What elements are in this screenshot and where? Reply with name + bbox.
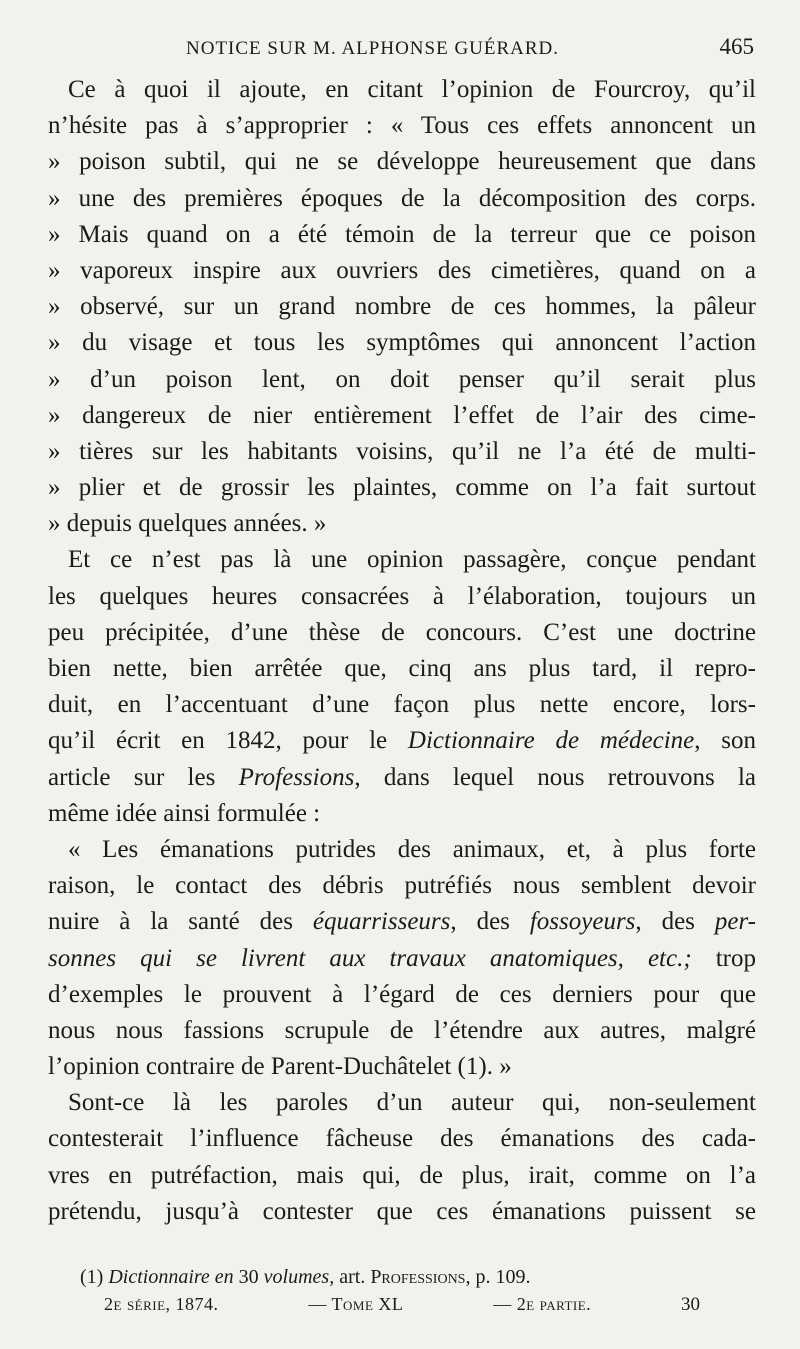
footnote-page: , p. 109.: [465, 1266, 531, 1288]
italic-text: sonnes qui se livrent aux travaux anatomiques, etc.;: [48, 944, 692, 972]
line-text: » une des premières époques de la décomposition des corps.: [48, 184, 756, 212]
running-title: NOTICE SUR M. ALPHONSE GUÉRARD.: [186, 38, 560, 59]
line-text: » vaporeux inspire aux ouvriers des cimetières, quand on a: [48, 256, 756, 284]
footnote-article: Professions: [370, 1266, 466, 1288]
line-text: « Les émanations putrides des animaux, et, à plus forte: [68, 835, 756, 863]
text-line: [48, 506, 756, 542]
footnote-volumes: volumes,: [263, 1266, 335, 1288]
line-text: qu’il écrit en 1842, pour le: [48, 727, 408, 755]
line-text: , des: [635, 908, 715, 936]
text-line: [48, 977, 756, 1013]
text-line: [48, 108, 756, 144]
text-line: [48, 687, 756, 723]
line-text: » du visage et tous les symptômes qui annoncent l’action: [48, 329, 756, 357]
line-text: » Mais quand on a été témoin de la terreur que ce poison: [48, 220, 756, 248]
line-text: , dans lequel nous retrouvons la: [354, 763, 756, 791]
line-text: » dangereux de nier entièrement l’effet de l’air des cime-: [48, 401, 756, 429]
line-text: Et ce n’est pas là une opinion passagère, conçue pendant: [68, 546, 756, 574]
line-text: même idée ainsi formulée :: [48, 799, 321, 827]
line-text: contesterait l’influence fâcheuse des émanations des cada-: [48, 1125, 756, 1153]
footnote-art: art.: [334, 1266, 371, 1288]
text-line: [48, 542, 756, 578]
text-line: [48, 1013, 756, 1049]
text-line: [48, 941, 756, 977]
line-text: » plier et de grossir les plaintes, comme on l’a fait surtout: [48, 474, 756, 502]
line-text: n’hésite pas à s’approprier : « Tous ces effets annoncent un: [48, 112, 756, 140]
text-line: [48, 362, 756, 398]
line-text: , son: [694, 727, 757, 755]
running-head: [46, 34, 754, 68]
signature-partie: — 2e partie.: [493, 1294, 592, 1314]
body-text: [48, 72, 756, 1230]
line-text: Ce à quoi il ajoute, en citant l’opinion de Fourcroy, qu’il: [68, 76, 756, 103]
text-line: [48, 651, 756, 687]
italic-text: Dictionnaire de médecine: [407, 727, 695, 755]
text-line: [48, 1194, 756, 1230]
printer-signature: [104, 1294, 700, 1316]
line-text: trop: [691, 944, 756, 972]
text-line: [48, 615, 756, 651]
text-line: [48, 1158, 756, 1194]
italic-text: per-: [714, 908, 757, 936]
text-line: [48, 1049, 756, 1085]
page-number: 465: [719, 34, 754, 59]
line-text: article sur les: [48, 763, 239, 791]
line-text: » observé, sur un grand nombre de ces hommes, la pâleur: [48, 293, 756, 321]
signature-number: 30: [680, 1294, 700, 1315]
text-line: [48, 760, 756, 796]
italic-text: équarrisseurs: [312, 908, 451, 936]
text-line: [48, 72, 756, 108]
line-text: peu précipitée, d’une thèse de concours. C’est une doctrine: [48, 618, 756, 646]
line-text: nous nous fassions scrupule de l’étendre aux autres, malgré: [48, 1016, 756, 1044]
italic-text: fossoyeurs: [529, 908, 636, 936]
line-text: raison, le contact des débris putréfiés nous semblent devoir: [48, 872, 756, 900]
text-line: [48, 723, 756, 759]
text-line: [48, 1121, 756, 1157]
line-text: bien nette, bien arrêtée que, cinq ans plus tard, il repro-: [48, 655, 756, 682]
line-text: duit, en l’accentuant d’une façon plus nette encore, lors-: [48, 691, 756, 719]
footnote-marker: (1): [80, 1266, 109, 1288]
line-text: » d’un poison lent, on doit penser qu’il serait plus: [48, 365, 756, 393]
line-text: nuire à la santé des: [48, 908, 313, 936]
line-text: » tières sur les habitants voisins, qu’il ne l’a été de multi-: [48, 437, 756, 465]
text-line: [48, 253, 756, 289]
italic-text: Professions: [238, 763, 355, 791]
line-text: les quelques heures consacrées à l’élaboration, toujours un: [48, 582, 756, 610]
line-text: Sont-ce là les paroles d’un auteur qui, non-seulement: [68, 1089, 756, 1117]
text-line: [48, 868, 756, 904]
text-line: [48, 832, 756, 868]
line-text: l’opinion contraire de Parent-Duchâtelet (1). »: [48, 1053, 512, 1081]
line-text: prétendu, jusqu’à contester que ces émanations puissent se: [48, 1197, 756, 1225]
text-line: [48, 434, 756, 470]
signature-series: 2e série, 1874.: [104, 1294, 219, 1314]
text-line: [48, 796, 756, 832]
text-line: [48, 904, 756, 940]
footnote-volumes-count: 30: [233, 1266, 264, 1288]
footnote-title: Dictionnaire en: [108, 1266, 234, 1288]
text-line: [48, 217, 756, 253]
text-line: [48, 398, 756, 434]
signature-tome: — Tome XL: [308, 1294, 404, 1314]
line-text: » poison subtil, qui ne se développe heureusement que dans: [48, 148, 756, 176]
text-line: [48, 325, 756, 361]
footnote: [80, 1266, 530, 1289]
text-line: [48, 289, 756, 325]
text-line: [48, 579, 756, 615]
line-text: d’exemples le prouvent à l’égard de ces derniers pour que: [48, 980, 756, 1008]
line-text: » depuis quelques années. »: [48, 510, 327, 538]
text-line: [48, 1085, 756, 1121]
line-text: vres en putréfaction, mais qui, de plus, irait, comme on l’a: [48, 1161, 756, 1189]
text-line: [48, 181, 756, 217]
text-line: [48, 470, 756, 506]
line-text: , des: [450, 908, 530, 936]
text-line: [48, 144, 756, 180]
